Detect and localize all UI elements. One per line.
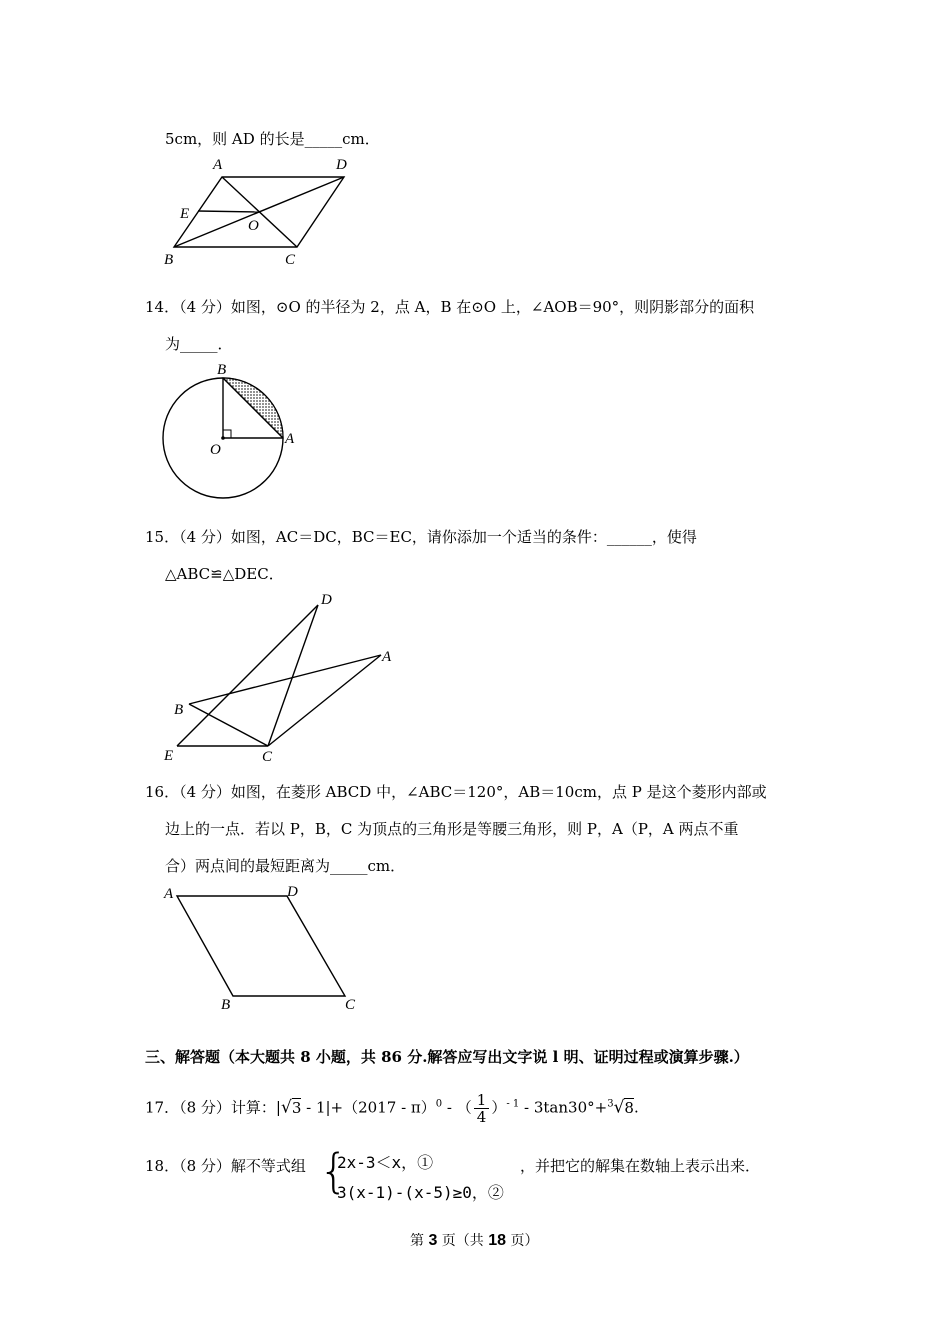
q17-sqrt-sign: √ (280, 1097, 292, 1118)
q15-triangles-figure (160, 588, 400, 768)
page-footer (410, 1230, 539, 1250)
q17-fraction (474, 1092, 490, 1125)
q17-cube-index: 3 (607, 1098, 614, 1110)
q17-frac-den: 4 (476, 1108, 487, 1126)
q14-label-a: A (285, 431, 295, 447)
q13-label-d: D (336, 157, 347, 173)
q14-line-1: 14．（4 分）如图，⊙O 的半径为 2，点 A，B 在⊙O 上，∠AOB＝90°，则阴影部分的面积 (145, 298, 755, 316)
q18-brace: { (319, 1144, 349, 1198)
q16-label-b: B (221, 997, 231, 1013)
footer-pre: 第 (410, 1233, 429, 1249)
q18-suffix: ，并把它的解集在数轴上表示出来． (520, 1157, 761, 1175)
section-3-heading: 三、解答题（本大题共 8 小题，共 86 分.解答应写出文字说 l 明、证明过程或演算步骤.） (145, 1048, 749, 1066)
q18-inequality-2: 3(x-1)-(x-5)≥0，② (337, 1183, 504, 1202)
q17-cube-arg: 8 (624, 1098, 634, 1117)
q16-rhombus-figure (160, 880, 370, 1015)
footer-post: 页） (506, 1233, 539, 1249)
q17-prefix: 17．（8 分）计算： (145, 1098, 276, 1117)
q17-sqrt-arg: 3 (291, 1098, 302, 1117)
q13-tail-text: 5cm，则 AD 的长是_____cm． (165, 130, 380, 148)
q17-minus: - （ (442, 1098, 472, 1117)
q17-end: . (633, 1098, 639, 1117)
q17-exp-neg1: - 1 (506, 1098, 520, 1110)
footer-mid: 页（共 (437, 1233, 489, 1249)
q17-frac-num: 1 (474, 1092, 490, 1109)
q15-line-2: △ABC≌△DEC． (165, 565, 284, 583)
q15-line-1: 15．（4 分）如图，AC＝DC，BC＝EC，请你添加一个适当的条件：______，使得 (145, 528, 697, 546)
q16-line-1: 16．（4 分）如图，在菱形 ABCD 中，∠ABC＝120°，AB＝10cm，点 P 是这个菱形内部或 (145, 783, 767, 801)
q14-circle-figure (160, 358, 310, 503)
q17-expression (145, 1092, 639, 1125)
q17-abs-open: | (275, 1098, 281, 1117)
q17-tan: - 3tan30°+ (519, 1098, 608, 1117)
q15-label-b: B (174, 702, 184, 718)
q14-label-b: B (217, 362, 227, 378)
q13-label-c: C (285, 252, 296, 268)
q18-prefix: 18．（8 分）解不等式组 (145, 1157, 306, 1175)
q13-label-b: B (164, 252, 174, 268)
q17-close: ） (491, 1098, 507, 1117)
q13-label-o: O (248, 218, 259, 234)
footer-total-pages: 18 (488, 1232, 507, 1249)
q15-label-c: C (262, 749, 273, 765)
footer-page-number: 3 (428, 1232, 438, 1249)
q14-line-2: 为_____． (165, 335, 233, 353)
q16-line-3: 合）两点间的最短距离为_____cm． (165, 857, 406, 875)
q13-label-e: E (180, 206, 190, 222)
q14-label-o: O (210, 442, 221, 458)
q13-parallelogram-figure (160, 152, 360, 270)
q15-label-d: D (321, 592, 332, 608)
q13-label-a: A (213, 157, 223, 173)
q16-label-d: D (287, 884, 298, 900)
q18-inequality-1: 2x-3＜x，① (337, 1153, 434, 1172)
q16-label-c: C (345, 997, 356, 1013)
q17-abs-rest: - 1|+（2017 - π） (301, 1098, 436, 1117)
q17-exp-zero: 0 (435, 1098, 443, 1110)
q15-label-e: E (164, 748, 174, 764)
q16-label-a: A (164, 886, 174, 902)
q15-label-a: A (382, 649, 392, 665)
q16-line-2: 边上的一点．若以 P，B，C 为顶点的三角形是等腰三角形，则 P，A（P，A 两点不重 (165, 820, 739, 838)
q17-cube-sign: √ (613, 1097, 625, 1118)
